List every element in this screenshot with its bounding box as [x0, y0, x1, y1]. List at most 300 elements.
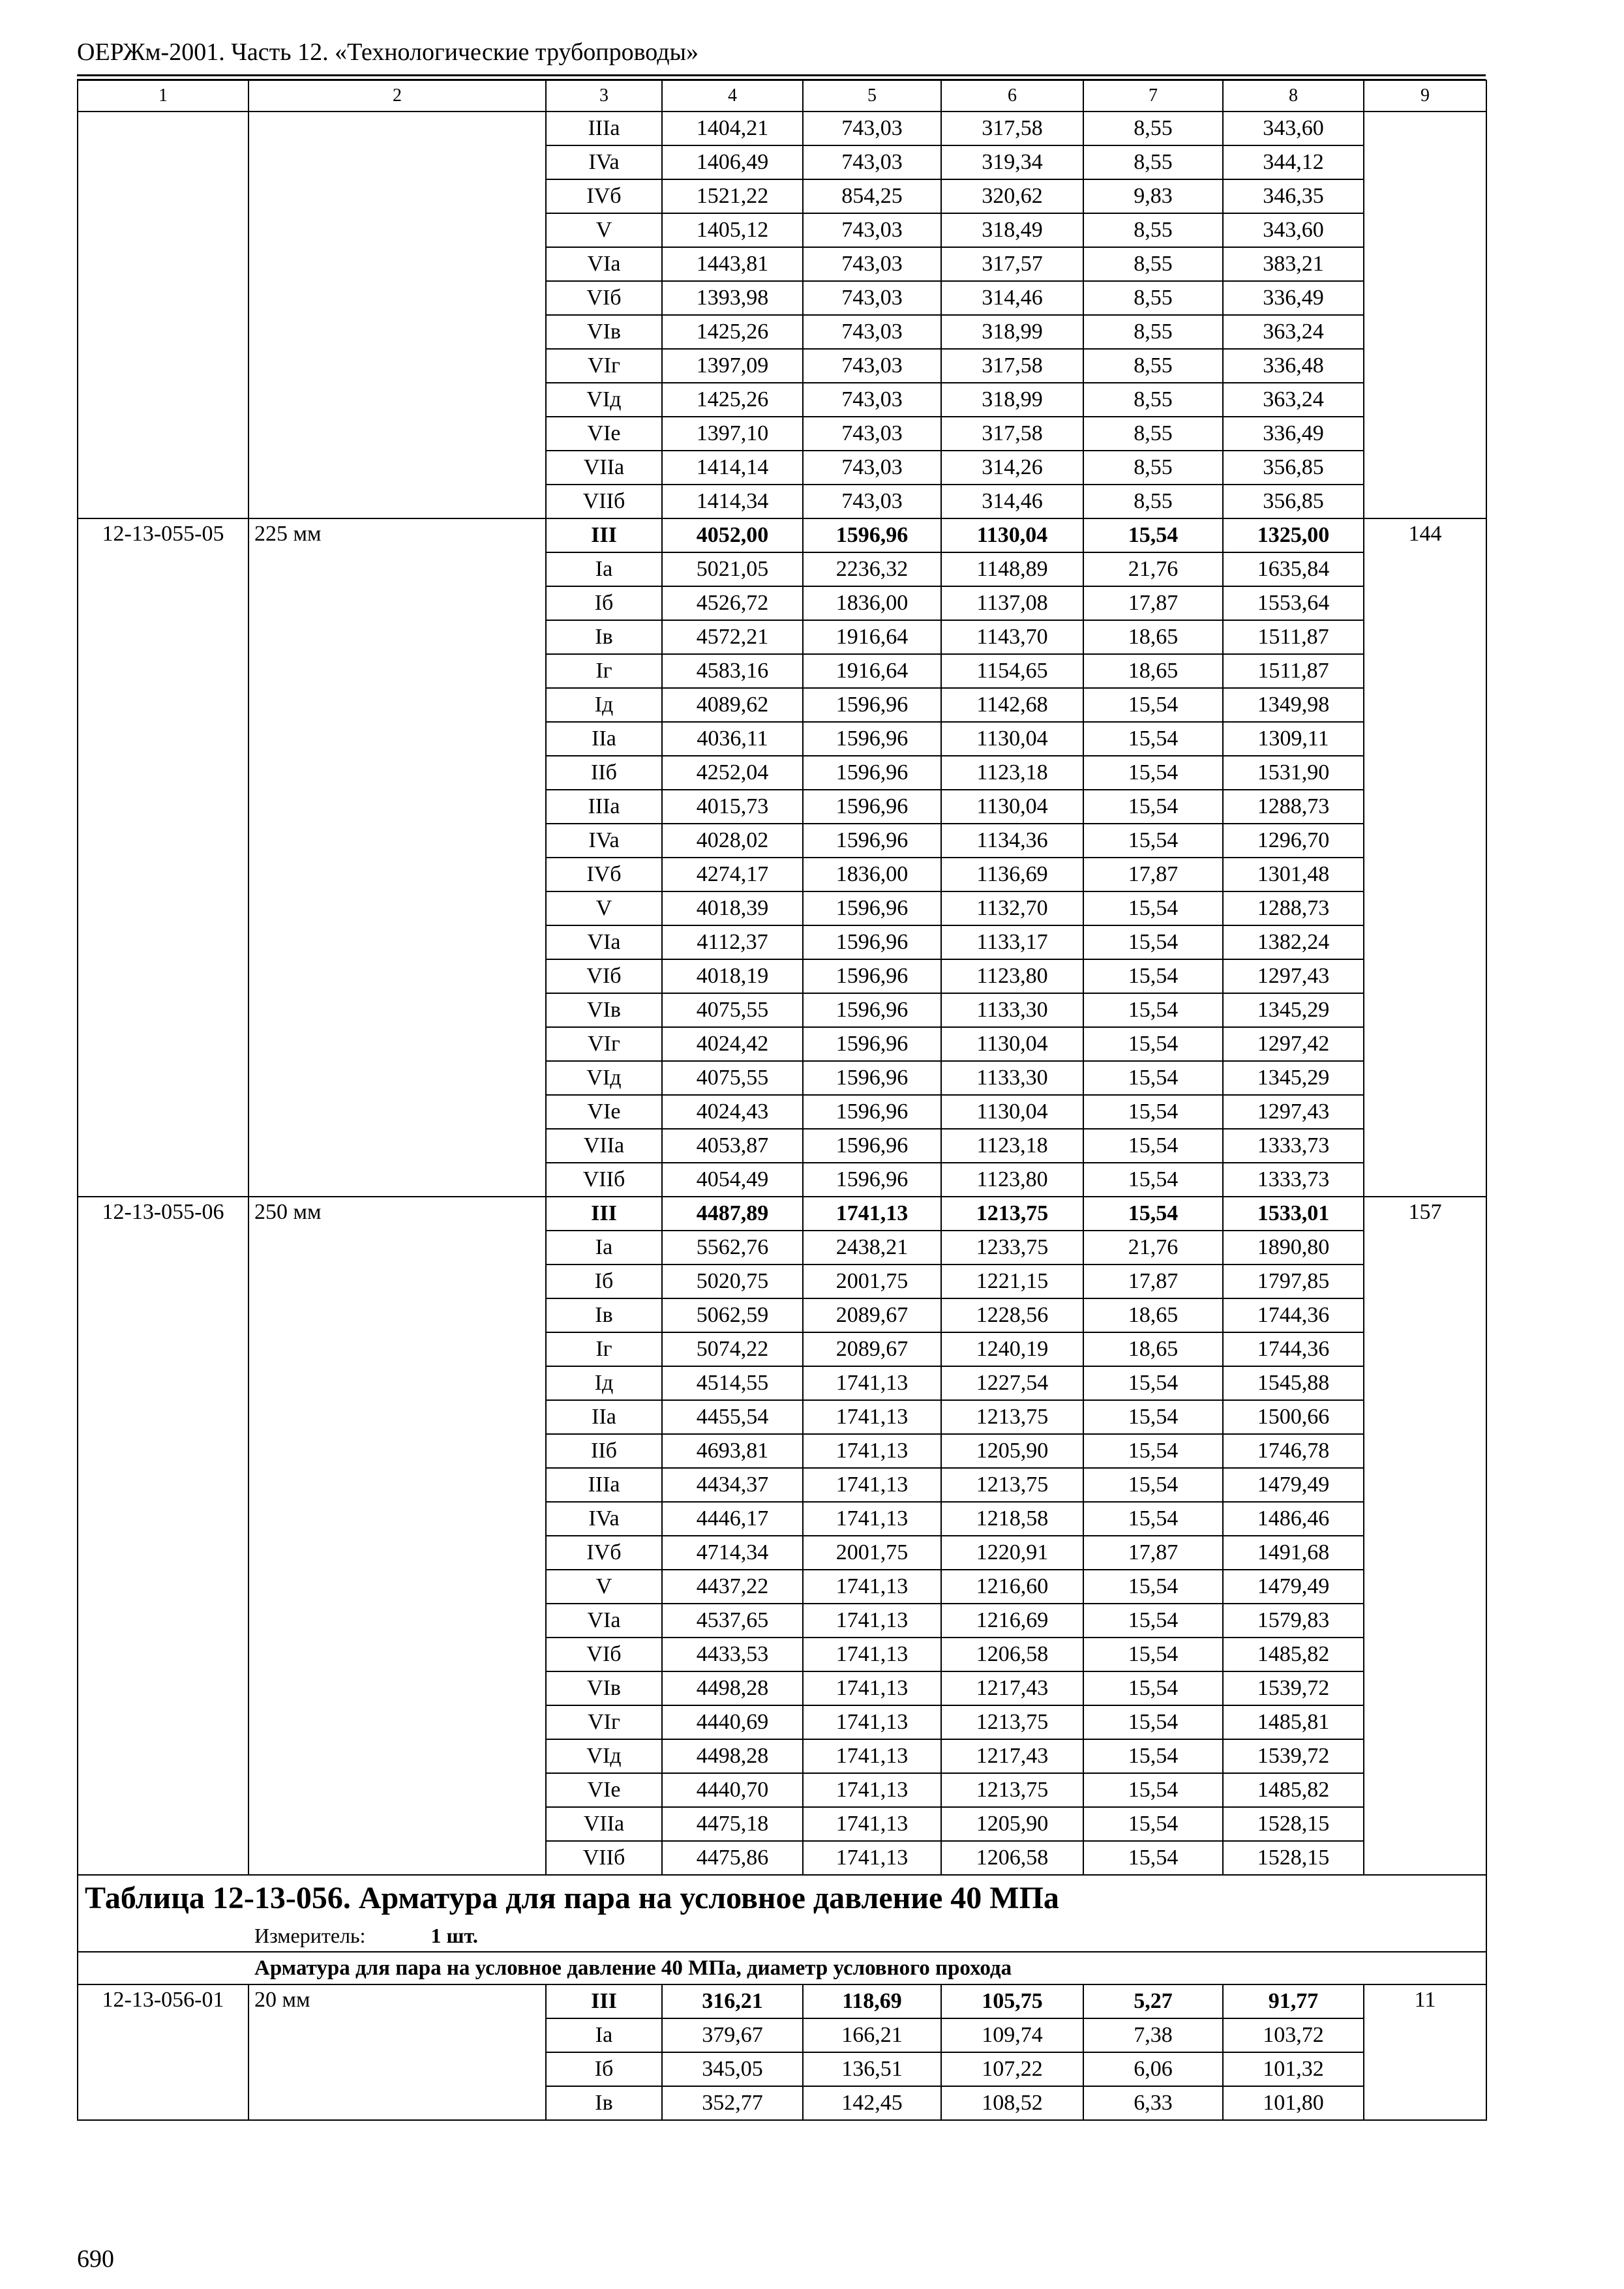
zone-cell: IIa	[546, 722, 662, 756]
machine-cost-cell: 314,46	[941, 281, 1083, 315]
materials-cost-cell: 336,49	[1223, 281, 1364, 315]
machine-cost-cell: 314,26	[941, 451, 1083, 485]
wages-cell: 1741,13	[803, 1705, 941, 1739]
table-row-main	[78, 1984, 1486, 2018]
zone-cell: IVб	[546, 1536, 662, 1570]
materials-cost-cell: 1301,48	[1223, 858, 1364, 891]
machine-cost-cell: 1206,58	[941, 1638, 1083, 1671]
wages-cell: 1741,13	[803, 1638, 941, 1671]
materials-cost-cell: 1579,83	[1223, 1604, 1364, 1638]
zone-cell: V	[546, 891, 662, 925]
machinist-wages-cell: 15,54	[1083, 1841, 1223, 1875]
total-cost-cell: 4440,69	[662, 1705, 803, 1739]
materials-cost-cell: 1486,46	[1223, 1502, 1364, 1536]
machine-cost-cell: 1130,04	[941, 790, 1083, 824]
total-cost-cell: 4252,04	[662, 756, 803, 790]
total-cost-cell: 4714,34	[662, 1536, 803, 1570]
wages-cell: 1596,96	[803, 1163, 941, 1197]
machine-cost-cell: 1123,18	[941, 1129, 1083, 1163]
price-cell: 144	[1364, 518, 1486, 1197]
wages-cell: 743,03	[803, 451, 941, 485]
materials-cost-cell: 91,77	[1223, 1984, 1364, 2018]
machinist-wages-cell: 15,54	[1083, 925, 1223, 959]
total-cost-cell: 4054,49	[662, 1163, 803, 1197]
machinist-wages-cell: 15,54	[1083, 1095, 1223, 1129]
total-cost-cell: 1393,98	[662, 281, 803, 315]
machinist-wages-cell: 17,87	[1083, 1536, 1223, 1570]
machinist-wages-cell: 15,54	[1083, 1027, 1223, 1061]
total-cost-cell: 4572,21	[662, 620, 803, 654]
machinist-wages-cell: 15,54	[1083, 1061, 1223, 1095]
machinist-wages-cell: 8,55	[1083, 112, 1223, 145]
materials-cost-cell: 344,12	[1223, 145, 1364, 179]
machinist-wages-cell: 15,54	[1083, 1434, 1223, 1468]
materials-cost-cell: 1479,49	[1223, 1468, 1364, 1502]
column-number: 3	[546, 80, 662, 112]
total-cost-cell: 4498,28	[662, 1739, 803, 1773]
nominal-diameter: 225 мм	[248, 518, 546, 1197]
materials-cost-cell: 1531,90	[1223, 756, 1364, 790]
wages-cell: 1596,96	[803, 1061, 941, 1095]
wages-cell: 1596,96	[803, 1027, 941, 1061]
materials-cost-cell: 1491,68	[1223, 1536, 1364, 1570]
wages-cell: 1741,13	[803, 1671, 941, 1705]
machinist-wages-cell: 15,54	[1083, 756, 1223, 790]
running-header: ОЕРЖм-2001. Часть 12. «Технологические трубопроводы»	[77, 38, 699, 66]
wages-cell: 1741,13	[803, 1400, 941, 1434]
materials-cost-cell: 1533,01	[1223, 1197, 1364, 1231]
machinist-wages-cell: 8,55	[1083, 383, 1223, 417]
meter-cell	[78, 1920, 1486, 1952]
wages-cell: 1596,96	[803, 891, 941, 925]
materials-cost-cell: 1528,15	[1223, 1807, 1364, 1841]
wages-cell: 1596,96	[803, 824, 941, 858]
zone-cell: V	[546, 1570, 662, 1604]
column-number: 9	[1364, 80, 1486, 112]
total-cost-cell: 5074,22	[662, 1332, 803, 1366]
zone-cell: VIб	[546, 1638, 662, 1671]
table-title: Таблица 12-13-056. Арматура для пара на условное давление 40 МПа	[78, 1875, 1486, 1920]
materials-cost-cell: 363,24	[1223, 383, 1364, 417]
zone-cell: VIIб	[546, 485, 662, 518]
zone-cell: VIe	[546, 1773, 662, 1807]
materials-cost-cell: 1296,70	[1223, 824, 1364, 858]
zone-cell: VIб	[546, 959, 662, 993]
total-cost-cell: 4089,62	[662, 688, 803, 722]
wages-cell: 1596,96	[803, 790, 941, 824]
zone-cell: VIIa	[546, 1807, 662, 1841]
machinist-wages-cell: 15,54	[1083, 688, 1223, 722]
machinist-wages-cell: 15,54	[1083, 1807, 1223, 1841]
wages-cell: 1596,96	[803, 518, 941, 552]
machine-cost-cell: 1213,75	[941, 1197, 1083, 1231]
machine-cost-cell: 1228,56	[941, 1298, 1083, 1332]
machine-cost-cell: 107,22	[941, 2052, 1083, 2086]
materials-cost-cell: 1325,00	[1223, 518, 1364, 552]
zone-cell: VIб	[546, 281, 662, 315]
machine-cost-cell: 1213,75	[941, 1468, 1083, 1502]
machinist-wages-cell: 15,54	[1083, 1197, 1223, 1231]
wages-cell: 743,03	[803, 112, 941, 145]
materials-cost-cell: 1746,78	[1223, 1434, 1364, 1468]
zone-cell: Iб	[546, 2052, 662, 2086]
total-cost-cell: 4434,37	[662, 1468, 803, 1502]
total-cost-cell: 4015,73	[662, 790, 803, 824]
wages-cell: 1741,13	[803, 1739, 941, 1773]
materials-cost-cell: 1545,88	[1223, 1366, 1364, 1400]
zone-cell: VIa	[546, 1604, 662, 1638]
machine-cost-cell: 1142,68	[941, 688, 1083, 722]
total-cost-cell: 4274,17	[662, 858, 803, 891]
zone-cell: VIв	[546, 1671, 662, 1705]
total-cost-cell: 316,21	[662, 1984, 803, 2018]
machinist-wages-cell: 15,54	[1083, 959, 1223, 993]
wages-cell: 118,69	[803, 1984, 941, 2018]
total-cost-cell: 4514,55	[662, 1366, 803, 1400]
zone-cell: V	[546, 213, 662, 247]
column-number-row	[78, 80, 1486, 112]
wages-cell: 743,03	[803, 349, 941, 383]
machine-cost-cell: 1132,70	[941, 891, 1083, 925]
total-cost-cell: 4112,37	[662, 925, 803, 959]
machine-cost-cell: 1130,04	[941, 722, 1083, 756]
machine-cost-cell: 318,99	[941, 383, 1083, 417]
zone-cell: IVa	[546, 824, 662, 858]
machinist-wages-cell: 18,65	[1083, 654, 1223, 688]
price-table	[77, 80, 1487, 2121]
machine-cost-cell: 1123,80	[941, 959, 1083, 993]
total-cost-cell: 4455,54	[662, 1400, 803, 1434]
machinist-wages-cell: 8,55	[1083, 247, 1223, 281]
diameter-cell	[248, 112, 546, 518]
zone-cell: Iг	[546, 654, 662, 688]
machinist-wages-cell: 17,87	[1083, 1264, 1223, 1298]
machine-cost-cell: 319,34	[941, 145, 1083, 179]
machine-cost-cell: 1133,30	[941, 993, 1083, 1027]
total-cost-cell: 1414,14	[662, 451, 803, 485]
machine-cost-cell: 317,57	[941, 247, 1083, 281]
materials-cost-cell: 1744,36	[1223, 1298, 1364, 1332]
machine-cost-cell: 109,74	[941, 2018, 1083, 2052]
machinist-wages-cell: 15,54	[1083, 1163, 1223, 1197]
materials-cost-cell: 1511,87	[1223, 654, 1364, 688]
machine-cost-cell: 317,58	[941, 349, 1083, 383]
total-cost-cell: 4693,81	[662, 1434, 803, 1468]
wages-cell: 2089,67	[803, 1298, 941, 1332]
total-cost-cell: 4053,87	[662, 1129, 803, 1163]
materials-cost-cell: 1485,82	[1223, 1638, 1364, 1671]
wages-cell: 1596,96	[803, 1129, 941, 1163]
zone-cell: VIIa	[546, 451, 662, 485]
total-cost-cell: 1443,81	[662, 247, 803, 281]
wages-cell: 142,45	[803, 2086, 941, 2120]
total-cost-cell: 4028,02	[662, 824, 803, 858]
machine-cost-cell: 314,46	[941, 485, 1083, 518]
machinist-wages-cell: 8,55	[1083, 485, 1223, 518]
materials-cost-cell: 1511,87	[1223, 620, 1364, 654]
zone-cell: Iг	[546, 1332, 662, 1366]
machinist-wages-cell: 9,83	[1083, 179, 1223, 213]
materials-cost-cell: 101,32	[1223, 2052, 1364, 2086]
materials-cost-cell: 1349,98	[1223, 688, 1364, 722]
machine-cost-cell: 1133,30	[941, 1061, 1083, 1095]
machinist-wages-cell: 15,54	[1083, 1739, 1223, 1773]
machinist-wages-cell: 15,54	[1083, 1671, 1223, 1705]
zone-cell: VIд	[546, 1739, 662, 1773]
materials-cost-cell: 1485,82	[1223, 1773, 1364, 1807]
total-cost-cell: 4437,22	[662, 1570, 803, 1604]
machinist-wages-cell: 15,54	[1083, 891, 1223, 925]
wages-cell: 1741,13	[803, 1570, 941, 1604]
subtitle-row	[78, 1952, 1486, 1984]
wages-cell: 1741,13	[803, 1468, 941, 1502]
machinist-wages-cell: 15,54	[1083, 1502, 1223, 1536]
zone-cell: VIг	[546, 1705, 662, 1739]
wages-cell: 136,51	[803, 2052, 941, 2086]
zone-cell: IIa	[546, 1400, 662, 1434]
wages-cell: 1916,64	[803, 654, 941, 688]
machine-cost-cell: 1213,75	[941, 1773, 1083, 1807]
machinist-wages-cell: 8,55	[1083, 417, 1223, 451]
header-rule	[77, 74, 1486, 76]
materials-cost-cell: 336,49	[1223, 417, 1364, 451]
wages-cell: 1596,96	[803, 993, 941, 1027]
meter-value: 1 шт.	[430, 1923, 478, 1947]
machine-cost-cell: 1217,43	[941, 1739, 1083, 1773]
machine-cost-cell: 1205,90	[941, 1434, 1083, 1468]
machine-cost-cell: 1218,58	[941, 1502, 1083, 1536]
machine-cost-cell: 1220,91	[941, 1536, 1083, 1570]
materials-cost-cell: 1797,85	[1223, 1264, 1364, 1298]
wages-cell: 2089,67	[803, 1332, 941, 1366]
machine-cost-cell: 1217,43	[941, 1671, 1083, 1705]
table-row-main	[78, 518, 1486, 552]
total-cost-cell: 4475,18	[662, 1807, 803, 1841]
total-cost-cell: 5062,59	[662, 1298, 803, 1332]
machinist-wages-cell: 18,65	[1083, 1298, 1223, 1332]
wages-cell: 1836,00	[803, 586, 941, 620]
wages-cell: 1741,13	[803, 1807, 941, 1841]
materials-cost-cell: 1635,84	[1223, 552, 1364, 586]
total-cost-cell: 4018,19	[662, 959, 803, 993]
materials-cost-cell: 1333,73	[1223, 1129, 1364, 1163]
machinist-wages-cell: 15,54	[1083, 1129, 1223, 1163]
machinist-wages-cell: 17,87	[1083, 586, 1223, 620]
machine-cost-cell: 1216,69	[941, 1604, 1083, 1638]
wages-cell: 1741,13	[803, 1502, 941, 1536]
zone-cell: VIIб	[546, 1163, 662, 1197]
zone-cell: Iв	[546, 1298, 662, 1332]
machine-cost-cell: 1227,54	[941, 1366, 1083, 1400]
meter-row	[78, 1920, 1486, 1952]
machinist-wages-cell: 15,54	[1083, 1366, 1223, 1400]
wages-cell: 743,03	[803, 315, 941, 349]
machine-cost-cell: 1205,90	[941, 1807, 1083, 1841]
machinist-wages-cell: 8,55	[1083, 451, 1223, 485]
machine-cost-cell: 1130,04	[941, 1095, 1083, 1129]
total-cost-cell: 4475,86	[662, 1841, 803, 1875]
total-cost-cell: 4075,55	[662, 1061, 803, 1095]
wages-cell: 1596,96	[803, 925, 941, 959]
materials-cost-cell: 336,48	[1223, 349, 1364, 383]
machine-cost-cell: 1130,04	[941, 1027, 1083, 1061]
table-row	[78, 112, 1486, 145]
machine-cost-cell: 1233,75	[941, 1231, 1083, 1264]
position-code: 12-13-055-06	[78, 1197, 248, 1875]
wages-cell: 743,03	[803, 145, 941, 179]
meter-label: Измеритель:	[254, 1923, 366, 1947]
wages-cell: 2001,75	[803, 1264, 941, 1298]
zone-cell: IVб	[546, 179, 662, 213]
machinist-wages-cell: 6,06	[1083, 2052, 1223, 2086]
materials-cost-cell: 1288,73	[1223, 891, 1364, 925]
zone-cell: VIa	[546, 247, 662, 281]
total-cost-cell: 4446,17	[662, 1502, 803, 1536]
machinist-wages-cell: 18,65	[1083, 620, 1223, 654]
materials-cost-cell: 103,72	[1223, 2018, 1364, 2052]
machinist-wages-cell: 15,54	[1083, 722, 1223, 756]
total-cost-cell: 4487,89	[662, 1197, 803, 1231]
zone-cell: Iб	[546, 586, 662, 620]
wages-cell: 743,03	[803, 247, 941, 281]
machinist-wages-cell: 6,33	[1083, 2086, 1223, 2120]
wages-cell: 1741,13	[803, 1197, 941, 1231]
materials-cost-cell: 356,85	[1223, 451, 1364, 485]
zone-cell: IIIa	[546, 1468, 662, 1502]
machine-cost-cell: 1221,15	[941, 1264, 1083, 1298]
zone-cell: VIд	[546, 1061, 662, 1095]
zone-cell: IIIa	[546, 112, 662, 145]
materials-cost-cell: 1333,73	[1223, 1163, 1364, 1197]
total-cost-cell: 5021,05	[662, 552, 803, 586]
zone-cell: VIг	[546, 1027, 662, 1061]
wages-cell: 1741,13	[803, 1366, 941, 1400]
total-cost-cell: 4583,16	[662, 654, 803, 688]
machinist-wages-cell: 15,54	[1083, 993, 1223, 1027]
total-cost-cell: 4526,72	[662, 586, 803, 620]
wages-cell: 1741,13	[803, 1841, 941, 1875]
machinist-wages-cell: 5,27	[1083, 1984, 1223, 2018]
materials-cost-cell: 1539,72	[1223, 1671, 1364, 1705]
wages-cell: 166,21	[803, 2018, 941, 2052]
machine-cost-cell: 1143,70	[941, 620, 1083, 654]
zone-cell: Iв	[546, 2086, 662, 2120]
wages-cell: 1596,96	[803, 722, 941, 756]
machine-cost-cell: 1136,69	[941, 858, 1083, 891]
machine-cost-cell: 1123,18	[941, 756, 1083, 790]
materials-cost-cell: 343,60	[1223, 213, 1364, 247]
total-cost-cell: 4052,00	[662, 518, 803, 552]
total-cost-cell: 5020,75	[662, 1264, 803, 1298]
zone-cell: IVa	[546, 145, 662, 179]
wages-cell: 1596,96	[803, 756, 941, 790]
price-cell: 11	[1364, 1984, 1486, 2120]
total-cost-cell: 4018,39	[662, 891, 803, 925]
materials-cost-cell: 1297,43	[1223, 1095, 1364, 1129]
wages-cell: 854,25	[803, 179, 941, 213]
machine-cost-cell: 1137,08	[941, 586, 1083, 620]
zone-cell: Ia	[546, 2018, 662, 2052]
machine-cost-cell: 317,58	[941, 112, 1083, 145]
machinist-wages-cell: 21,76	[1083, 552, 1223, 586]
machinist-wages-cell: 8,55	[1083, 349, 1223, 383]
total-cost-cell: 4075,55	[662, 993, 803, 1027]
machine-cost-cell: 317,58	[941, 417, 1083, 451]
materials-cost-cell: 346,35	[1223, 179, 1364, 213]
zone-cell: IIб	[546, 756, 662, 790]
wages-cell: 1596,96	[803, 1095, 941, 1129]
zone-cell: IVб	[546, 858, 662, 891]
table-title-row	[78, 1875, 1486, 1920]
zone-cell: Iб	[546, 1264, 662, 1298]
position-code: 12-13-056-01	[78, 1984, 248, 2120]
materials-cost-cell: 1297,43	[1223, 959, 1364, 993]
total-cost-cell: 1414,34	[662, 485, 803, 518]
machine-cost-cell: 1240,19	[941, 1332, 1083, 1366]
materials-cost-cell: 356,85	[1223, 485, 1364, 518]
zone-cell: VIe	[546, 417, 662, 451]
materials-cost-cell: 1539,72	[1223, 1739, 1364, 1773]
code-cell	[78, 112, 248, 518]
machinist-wages-cell: 15,54	[1083, 1570, 1223, 1604]
zone-cell: III	[546, 1197, 662, 1231]
materials-cost-cell: 1553,64	[1223, 586, 1364, 620]
total-cost-cell: 4024,43	[662, 1095, 803, 1129]
total-cost-cell: 1397,09	[662, 349, 803, 383]
wages-cell: 743,03	[803, 281, 941, 315]
column-number: 4	[662, 80, 803, 112]
section-subtitle: Арматура для пара на условное давление 40 МПа, диаметр условного прохода	[78, 1952, 1486, 1984]
page-number: 690	[77, 2245, 114, 2273]
total-cost-cell: 1406,49	[662, 145, 803, 179]
wages-cell: 2438,21	[803, 1231, 941, 1264]
total-cost-cell: 352,77	[662, 2086, 803, 2120]
total-cost-cell: 379,67	[662, 2018, 803, 2052]
total-cost-cell: 1405,12	[662, 213, 803, 247]
total-cost-cell: 4440,70	[662, 1773, 803, 1807]
total-cost-cell: 1425,26	[662, 383, 803, 417]
total-cost-cell: 1521,22	[662, 179, 803, 213]
zone-cell: VIe	[546, 1095, 662, 1129]
column-number: 1	[78, 80, 248, 112]
machine-cost-cell: 320,62	[941, 179, 1083, 213]
wages-cell: 1741,13	[803, 1773, 941, 1807]
price-cell	[1364, 112, 1486, 518]
total-cost-cell: 4024,42	[662, 1027, 803, 1061]
wages-cell: 1596,96	[803, 959, 941, 993]
column-number: 5	[803, 80, 941, 112]
machine-cost-cell: 318,99	[941, 315, 1083, 349]
materials-cost-cell: 1500,66	[1223, 1400, 1364, 1434]
machinist-wages-cell: 15,54	[1083, 518, 1223, 552]
zone-cell: Ia	[546, 552, 662, 586]
materials-cost-cell: 1528,15	[1223, 1841, 1364, 1875]
materials-cost-cell: 1479,49	[1223, 1570, 1364, 1604]
machine-cost-cell: 108,52	[941, 2086, 1083, 2120]
zone-cell: VIд	[546, 383, 662, 417]
wages-cell: 1741,13	[803, 1434, 941, 1468]
wages-cell: 1916,64	[803, 620, 941, 654]
machine-cost-cell: 318,49	[941, 213, 1083, 247]
materials-cost-cell: 363,24	[1223, 315, 1364, 349]
machine-cost-cell: 1213,75	[941, 1400, 1083, 1434]
nominal-diameter: 20 мм	[248, 1984, 546, 2120]
materials-cost-cell: 1288,73	[1223, 790, 1364, 824]
machine-cost-cell: 105,75	[941, 1984, 1083, 2018]
zone-cell: III	[546, 1984, 662, 2018]
machinist-wages-cell: 17,87	[1083, 858, 1223, 891]
zone-cell: IVa	[546, 1502, 662, 1536]
